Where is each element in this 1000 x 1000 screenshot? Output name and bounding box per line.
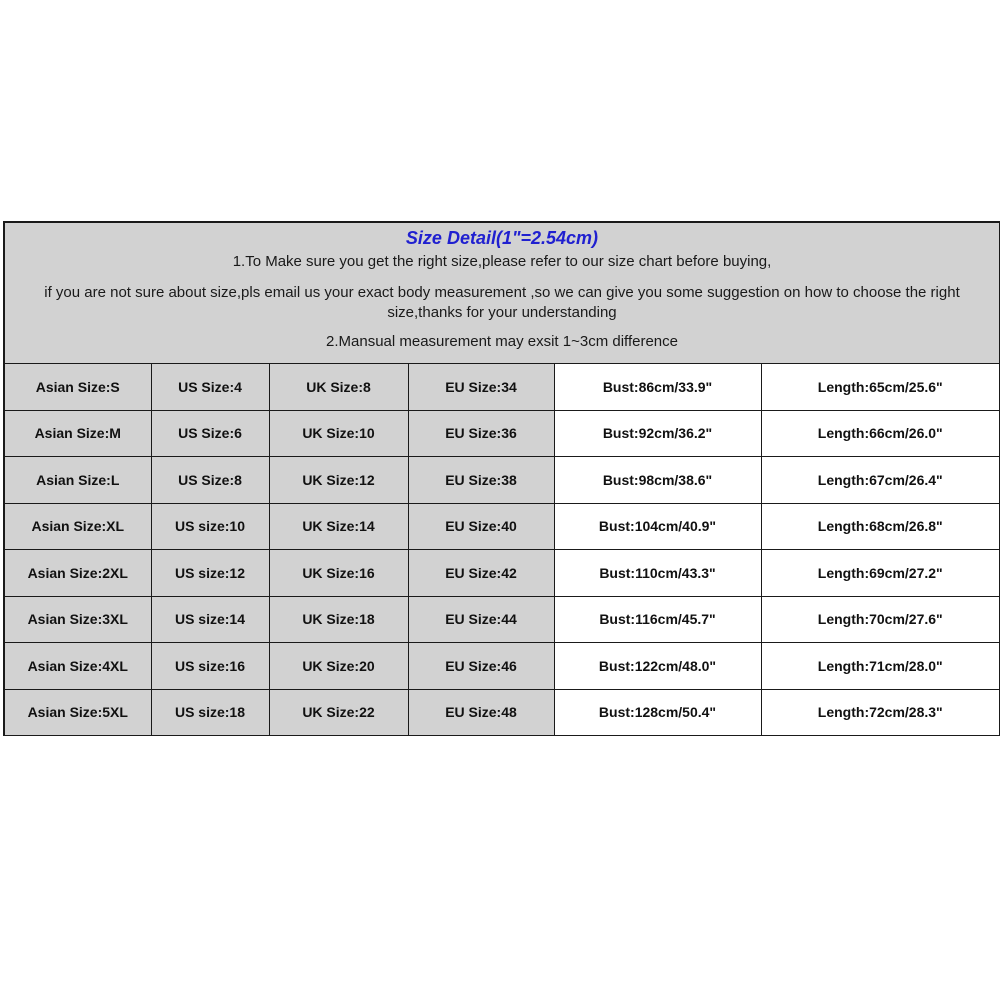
table-row — [5, 643, 999, 690]
asian-size-cell: Asian Size:XL — [5, 503, 151, 550]
asian-size-cell: Asian Size:M — [5, 410, 151, 457]
eu-size-cell: EU Size:36 — [408, 410, 554, 457]
asian-size-cell: Asian Size:4XL — [5, 643, 151, 690]
size-chart — [3, 221, 1000, 736]
eu-size-cell: EU Size:46 — [408, 643, 554, 690]
uk-size-cell: UK Size:14 — [269, 503, 408, 550]
size-chart-header — [5, 223, 999, 364]
length-cell: Length:67cm/26.4" — [761, 457, 999, 504]
size-note-1: 1.To Make sure you get the right size,please refer to our size chart before buying, — [232, 253, 772, 270]
eu-size-cell: EU Size:42 — [408, 550, 554, 597]
us-size-cell: US size:18 — [151, 689, 269, 735]
table-row — [5, 550, 999, 597]
length-cell: Length:65cm/25.6" — [761, 364, 999, 410]
bust-cell: Bust:86cm/33.9" — [554, 364, 761, 410]
us-size-cell: US Size:8 — [151, 457, 269, 504]
size-chart-title: Size Detail(1"=2.54cm) — [405, 228, 599, 248]
table-row — [5, 364, 999, 410]
size-table — [5, 364, 999, 735]
table-row — [5, 689, 999, 735]
us-size-cell: US size:14 — [151, 596, 269, 643]
size-table-body — [5, 364, 999, 735]
eu-size-cell: EU Size:34 — [408, 364, 554, 410]
bust-cell: Bust:92cm/36.2" — [554, 410, 761, 457]
bust-cell: Bust:122cm/48.0" — [554, 643, 761, 690]
length-cell: Length:66cm/26.0" — [761, 410, 999, 457]
uk-size-cell: UK Size:8 — [269, 364, 408, 410]
eu-size-cell: EU Size:40 — [408, 503, 554, 550]
asian-size-cell: Asian Size:2XL — [5, 550, 151, 597]
uk-size-cell: UK Size:20 — [269, 643, 408, 690]
us-size-cell: US Size:4 — [151, 364, 269, 410]
bust-cell: Bust:116cm/45.7" — [554, 596, 761, 643]
bust-cell: Bust:110cm/43.3" — [554, 550, 761, 597]
us-size-cell: US size:16 — [151, 643, 269, 690]
table-row — [5, 596, 999, 643]
bust-cell: Bust:98cm/38.6" — [554, 457, 761, 504]
eu-size-cell: EU Size:38 — [408, 457, 554, 504]
uk-size-cell: UK Size:12 — [269, 457, 408, 504]
uk-size-cell: UK Size:22 — [269, 689, 408, 735]
asian-size-cell: Asian Size:5XL — [5, 689, 151, 735]
table-row — [5, 457, 999, 504]
asian-size-cell: Asian Size:S — [5, 364, 151, 410]
uk-size-cell: UK Size:18 — [269, 596, 408, 643]
us-size-cell: US size:10 — [151, 503, 269, 550]
table-row — [5, 410, 999, 457]
length-cell: Length:70cm/27.6" — [761, 596, 999, 643]
us-size-cell: US Size:6 — [151, 410, 269, 457]
table-row — [5, 503, 999, 550]
eu-size-cell: EU Size:48 — [408, 689, 554, 735]
uk-size-cell: UK Size:16 — [269, 550, 408, 597]
size-note-3: 2.Mansual measurement may exsit 1~3cm difference — [326, 333, 678, 350]
length-cell: Length:68cm/26.8" — [761, 503, 999, 550]
eu-size-cell: EU Size:44 — [408, 596, 554, 643]
size-note-2: if you are not sure about size,pls email us your exact body measurement ,so we can give you some suggestion on how to choose the right size,thanks for your understanding — [44, 284, 960, 321]
length-cell: Length:69cm/27.2" — [761, 550, 999, 597]
uk-size-cell: UK Size:10 — [269, 410, 408, 457]
asian-size-cell: Asian Size:L — [5, 457, 151, 504]
asian-size-cell: Asian Size:3XL — [5, 596, 151, 643]
us-size-cell: US size:12 — [151, 550, 269, 597]
bust-cell: Bust:128cm/50.4" — [554, 689, 761, 735]
length-cell: Length:72cm/28.3" — [761, 689, 999, 735]
length-cell: Length:71cm/28.0" — [761, 643, 999, 690]
bust-cell: Bust:104cm/40.9" — [554, 503, 761, 550]
